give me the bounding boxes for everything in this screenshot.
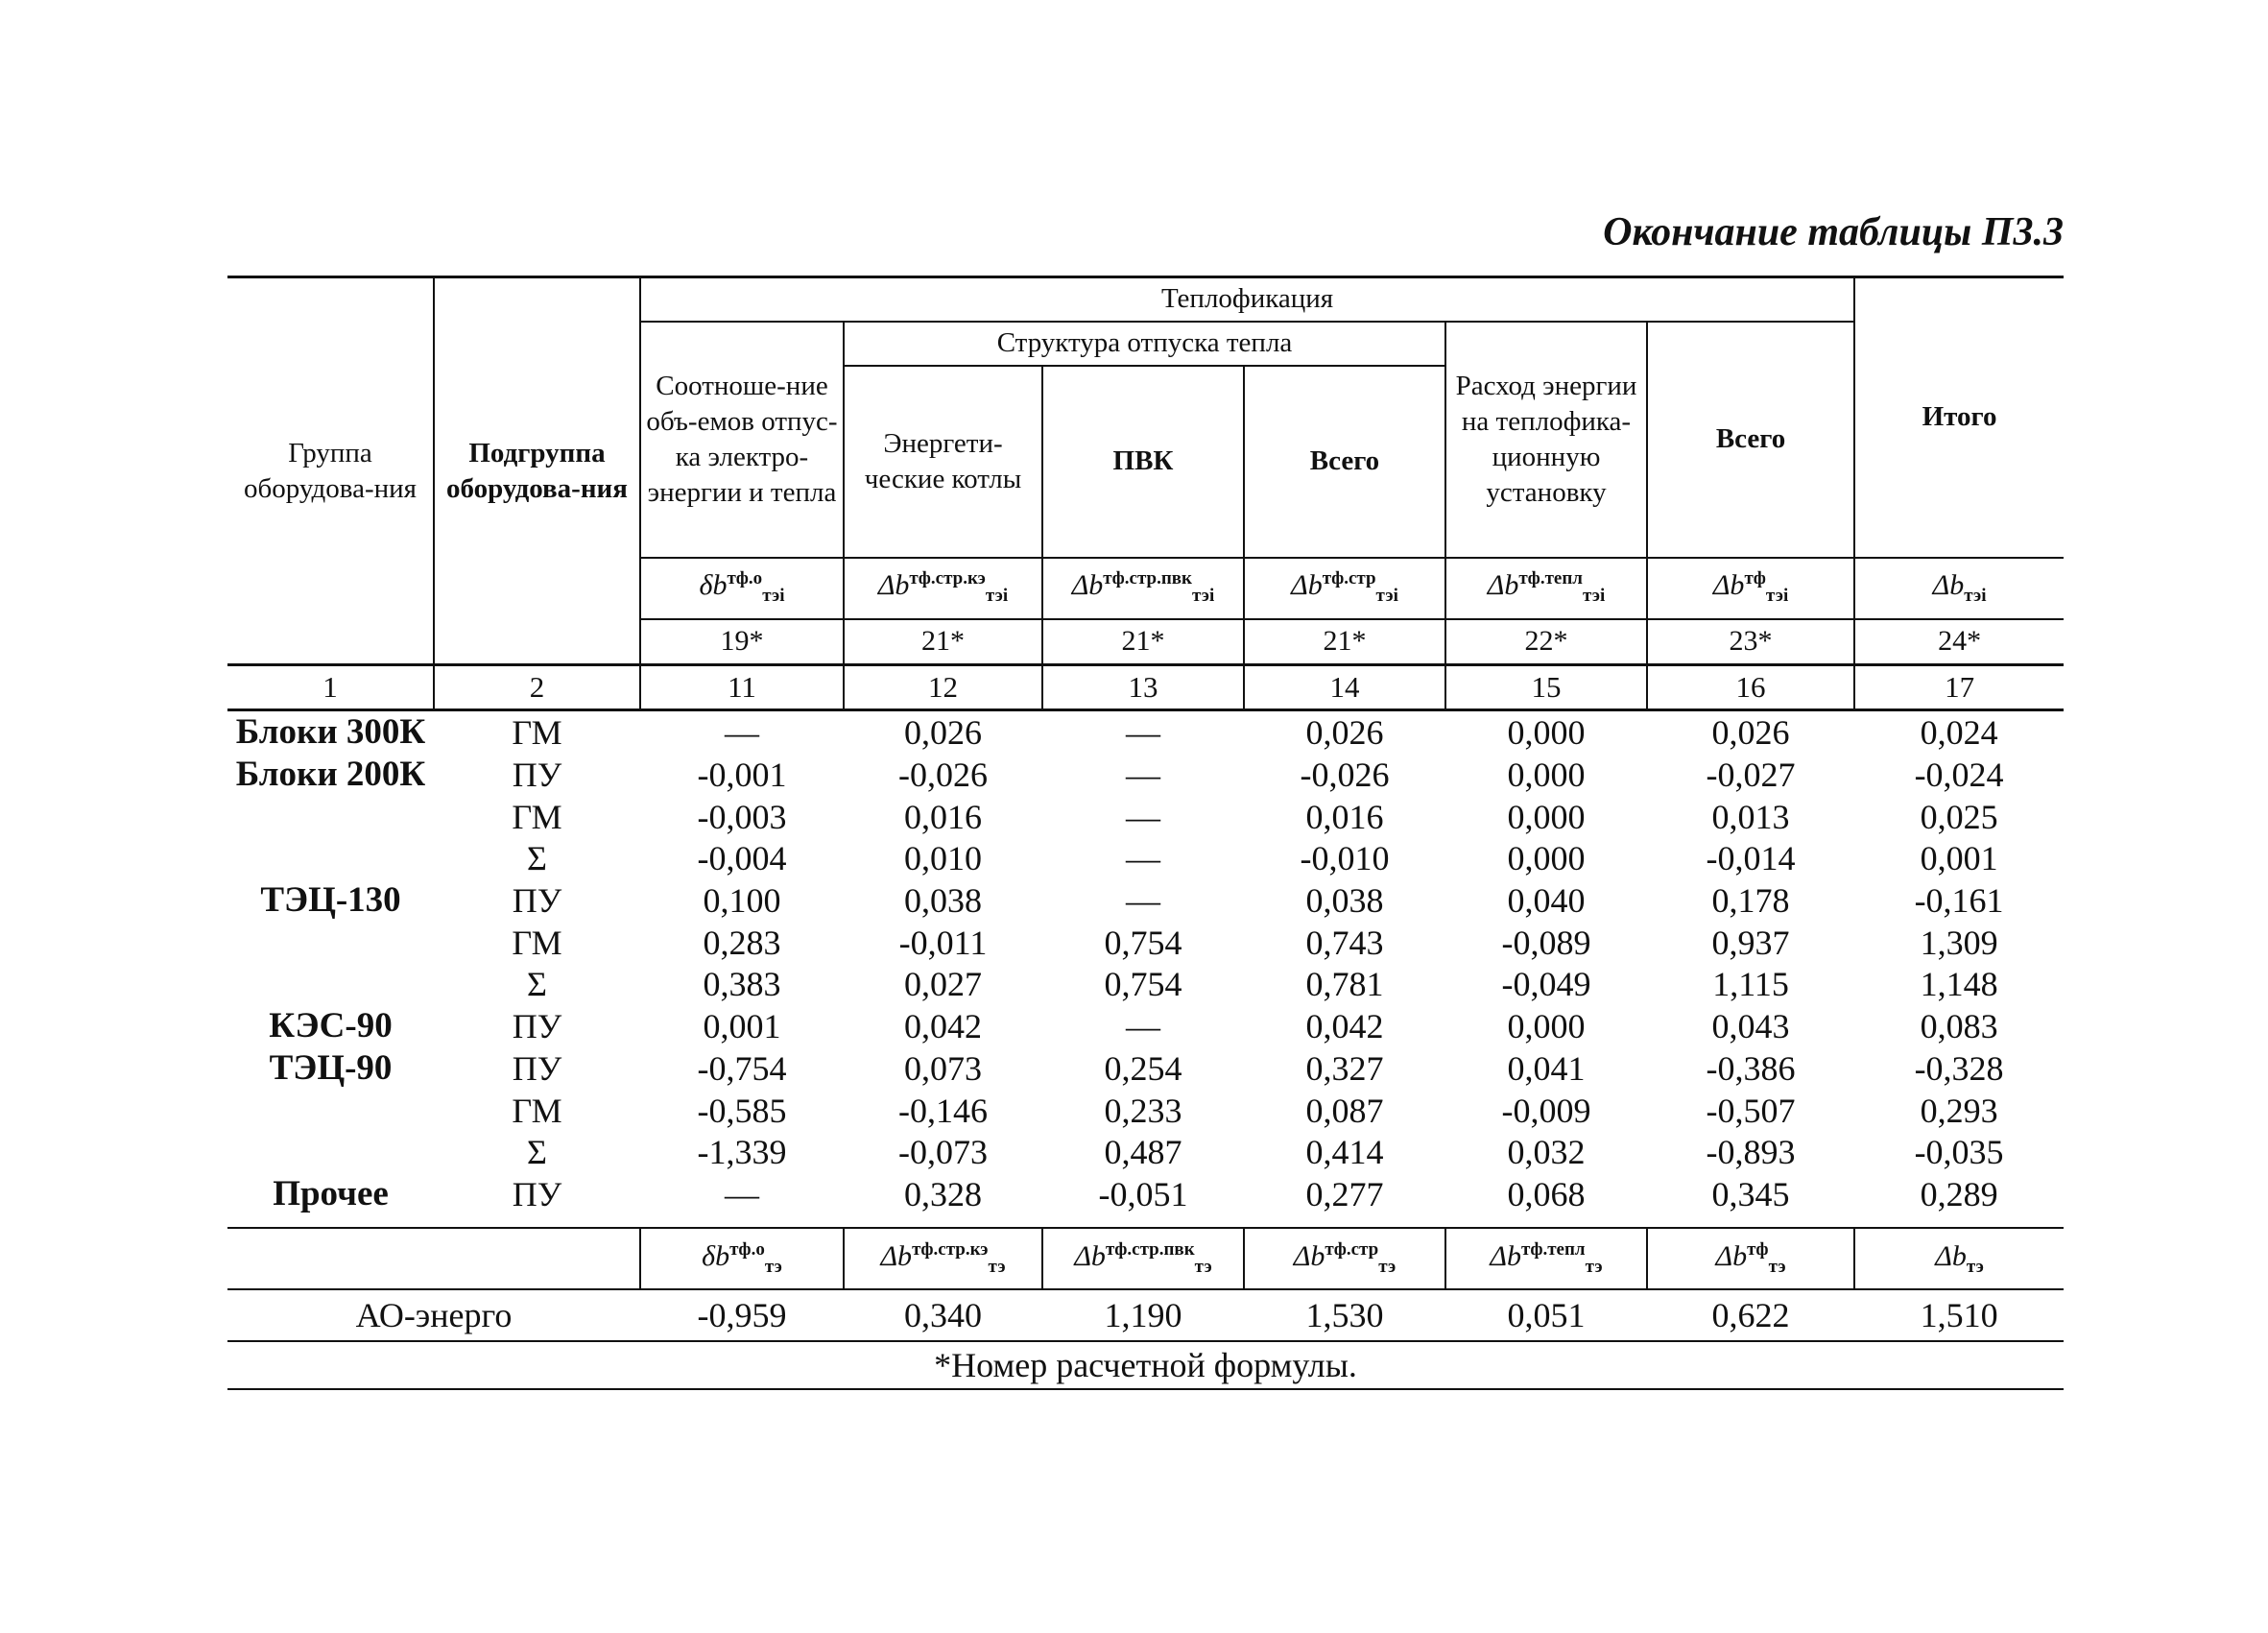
row-value: 0,000 bbox=[1507, 755, 1586, 794]
row-value: 0,016 bbox=[1305, 797, 1384, 836]
row-value: -0,026 bbox=[898, 755, 988, 794]
row-subgroup: ПУ bbox=[512, 1006, 562, 1045]
symbol-cell bbox=[1854, 1228, 2064, 1289]
symbol-base: Δb bbox=[880, 1240, 913, 1273]
row-value: 0,042 bbox=[1305, 1006, 1384, 1045]
symbol-superscript: тф.стр bbox=[1325, 1239, 1379, 1261]
row-value: 0,073 bbox=[904, 1048, 982, 1088]
row-value: — bbox=[1126, 712, 1160, 752]
table-row bbox=[227, 879, 2064, 922]
symbol-base: Δb bbox=[1291, 569, 1323, 602]
symbol-subscript: тэi bbox=[985, 586, 1009, 607]
table-row bbox=[227, 710, 2064, 755]
symbol-subscript: тэi bbox=[1192, 586, 1215, 607]
symbol-superscript: тф.стр.кэ bbox=[912, 1239, 989, 1261]
row-value: -0,014 bbox=[1706, 838, 1796, 877]
table-row bbox=[227, 1173, 2064, 1215]
table-row bbox=[227, 754, 2064, 796]
row-value: -0,386 bbox=[1706, 1048, 1796, 1088]
symbol-subscript: тэ bbox=[1585, 1257, 1603, 1278]
row-value: 0,328 bbox=[904, 1174, 982, 1213]
row-value: 0,038 bbox=[904, 880, 982, 920]
row-value: 0,016 bbox=[904, 797, 982, 836]
header-expense: Расход энергии на теплофика-ционную установку bbox=[1445, 322, 1647, 558]
symbol-cell bbox=[1647, 558, 1854, 619]
row-value: 0,040 bbox=[1507, 880, 1586, 920]
row-value: -0,001 bbox=[697, 755, 787, 794]
formula-ref: 19* bbox=[640, 619, 844, 665]
row-value: 0,026 bbox=[904, 712, 982, 752]
spacer-cell bbox=[227, 1215, 2064, 1228]
column-number: 15 bbox=[1445, 665, 1647, 710]
footnote-row bbox=[227, 1341, 2064, 1389]
header-subgroup: Подгруппа оборудова-ния bbox=[434, 277, 640, 665]
header-itogo: Итого bbox=[1854, 277, 2064, 558]
symbol-cell bbox=[1445, 1228, 1647, 1289]
symbol-subscript: тэi bbox=[1765, 586, 1789, 607]
row-group: Блоки 200К bbox=[235, 755, 426, 795]
header-group: Группа оборудова-ния bbox=[227, 277, 434, 665]
column-number: 14 bbox=[1244, 665, 1445, 710]
formula-ref: 23* bbox=[1647, 619, 1854, 665]
formula-ref: 21* bbox=[844, 619, 1042, 665]
column-numbers-row bbox=[227, 665, 2064, 710]
header-teplofikatsiya: Теплофикация bbox=[640, 277, 1854, 322]
row-value: 0,042 bbox=[904, 1006, 982, 1045]
header-structure: Структура отпуска тепла bbox=[844, 322, 1445, 366]
row-value: -0,754 bbox=[697, 1048, 787, 1088]
total-value: 1,510 bbox=[1854, 1289, 2064, 1341]
total-label: АО-энерго bbox=[227, 1289, 640, 1341]
symbol-subscript: тэi bbox=[1375, 586, 1398, 607]
header-vsego2: Всего bbox=[1647, 322, 1854, 558]
row-value: — bbox=[1126, 755, 1160, 794]
symbol-superscript: тф.о bbox=[727, 568, 763, 589]
row-value: -0,009 bbox=[1501, 1091, 1591, 1130]
symbol-subscript: тэ bbox=[988, 1257, 1006, 1278]
row-group bbox=[227, 838, 434, 879]
column-number: 13 bbox=[1042, 665, 1244, 710]
symbol-superscript: тф bbox=[1747, 1239, 1769, 1261]
row-value: 0,083 bbox=[1920, 1006, 1998, 1045]
symbol-cell bbox=[1445, 558, 1647, 619]
row-subgroup: ГМ bbox=[512, 1091, 562, 1130]
table-row bbox=[227, 1005, 2064, 1047]
row-group: КЭС-90 bbox=[269, 1005, 393, 1045]
symbol-superscript: тф bbox=[1744, 568, 1766, 589]
symbol-subscript: тэi bbox=[762, 586, 785, 607]
row-value: 0,026 bbox=[1711, 712, 1790, 752]
row-value: -0,026 bbox=[1300, 755, 1390, 794]
symbol-superscript: тф.о bbox=[729, 1239, 765, 1261]
row-value: 0,283 bbox=[703, 923, 781, 962]
symbol-cell bbox=[1647, 1228, 1854, 1289]
symbol-base: δb bbox=[699, 569, 728, 602]
row-value: 0,001 bbox=[1920, 838, 1998, 877]
row-value: 0,010 bbox=[904, 838, 982, 877]
row-value: -0,004 bbox=[697, 838, 787, 877]
row-value: 0,383 bbox=[703, 964, 781, 1003]
row-value: 0,068 bbox=[1507, 1174, 1586, 1213]
row-value: 0,277 bbox=[1305, 1174, 1384, 1213]
row-value: -0,027 bbox=[1706, 755, 1796, 794]
column-number: 12 bbox=[844, 665, 1042, 710]
row-value: 0,000 bbox=[1507, 1006, 1586, 1045]
row-value: 0,345 bbox=[1711, 1174, 1790, 1213]
footnote: *Номер расчетной формулы. bbox=[227, 1341, 2064, 1389]
header-vsego1: Всего bbox=[1244, 366, 1445, 558]
row-value: -0,585 bbox=[697, 1091, 787, 1130]
row-value: -0,024 bbox=[1914, 755, 2004, 794]
table-footer bbox=[227, 1215, 2064, 1389]
row-value: 0,000 bbox=[1507, 838, 1586, 877]
formula-ref: 21* bbox=[1042, 619, 1244, 665]
row-value: 0,254 bbox=[1104, 1048, 1182, 1088]
total-value: 0,051 bbox=[1445, 1289, 1647, 1341]
row-value: 0,327 bbox=[1305, 1048, 1384, 1088]
row-subgroup: ПУ bbox=[512, 1048, 562, 1088]
row-value: 0,001 bbox=[703, 1006, 781, 1045]
row-value: 0,233 bbox=[1104, 1091, 1182, 1130]
row-group: Блоки 300К bbox=[235, 712, 426, 752]
row-value: — bbox=[1126, 880, 1160, 920]
symbol-base: Δb bbox=[1712, 569, 1745, 602]
symbol-cell bbox=[640, 1228, 844, 1289]
row-value: -0,893 bbox=[1706, 1132, 1796, 1171]
row-group: ТЭЦ-130 bbox=[260, 880, 401, 921]
symbol-cell bbox=[1854, 558, 2064, 619]
row-value: — bbox=[1126, 838, 1160, 877]
row-subgroup: Σ bbox=[527, 964, 547, 1003]
row-subgroup: ПУ bbox=[512, 880, 562, 920]
row-value: 1,309 bbox=[1920, 923, 1998, 962]
column-number: 17 bbox=[1854, 665, 2064, 710]
row-group bbox=[227, 797, 434, 838]
row-value: 0,026 bbox=[1305, 712, 1384, 752]
symbol-cell bbox=[1042, 1228, 1244, 1289]
total-symbols-row bbox=[227, 1228, 2064, 1289]
row-subgroup: ГМ bbox=[512, 712, 562, 752]
table-header bbox=[227, 277, 2064, 710]
column-number: 11 bbox=[640, 665, 844, 710]
row-group bbox=[227, 1091, 434, 1132]
header-ratio: Соотноше-ние объ-емов отпус-ка электро-энергии и тепла bbox=[640, 322, 844, 558]
symbol-cell bbox=[1244, 558, 1445, 619]
row-value: -0,003 bbox=[697, 797, 787, 836]
row-value: -0,051 bbox=[1098, 1174, 1188, 1213]
row-value: -0,049 bbox=[1501, 964, 1591, 1003]
symbol-base: Δb bbox=[1932, 569, 1965, 602]
row-value: -0,146 bbox=[898, 1091, 988, 1130]
row-value: -0,161 bbox=[1914, 880, 2004, 920]
row-value: 0,754 bbox=[1104, 964, 1182, 1003]
row-value: 0,000 bbox=[1507, 797, 1586, 836]
row-subgroup: ПУ bbox=[512, 755, 562, 794]
row-value: -0,328 bbox=[1914, 1048, 2004, 1088]
symbol-superscript: тф.стр.кэ bbox=[909, 568, 986, 589]
data-table bbox=[227, 276, 2064, 1390]
symbol-base: Δb bbox=[1071, 569, 1104, 602]
row-value: — bbox=[725, 1174, 759, 1213]
row-value: 0,027 bbox=[904, 964, 982, 1003]
symbol-subscript: тэ bbox=[1194, 1257, 1212, 1278]
total-value: 1,530 bbox=[1244, 1289, 1445, 1341]
row-subgroup: ГМ bbox=[512, 797, 562, 836]
formula-ref: 24* bbox=[1854, 619, 2064, 665]
symbol-base: Δb bbox=[1715, 1240, 1748, 1273]
row-value: -0,035 bbox=[1914, 1132, 2004, 1171]
row-value: 0,032 bbox=[1507, 1132, 1586, 1171]
row-value: 0,024 bbox=[1920, 712, 1998, 752]
symbol-base: δb bbox=[702, 1240, 730, 1273]
symbol-subscript: тэ bbox=[764, 1257, 782, 1278]
formula-ref: 22* bbox=[1445, 619, 1647, 665]
column-number: 16 bbox=[1647, 665, 1854, 710]
symbol-base: Δb bbox=[1293, 1240, 1325, 1273]
row-group bbox=[227, 964, 434, 1005]
symbol-subscript: тэ bbox=[1768, 1257, 1786, 1278]
spacer-row bbox=[227, 1215, 2064, 1228]
table-row bbox=[227, 1091, 2064, 1132]
symbol-superscript: тф.тепл bbox=[1518, 568, 1583, 589]
row-value: 0,013 bbox=[1711, 797, 1790, 836]
header-pvk: ПВК bbox=[1042, 366, 1244, 558]
symbol-base: Δb bbox=[877, 569, 910, 602]
row-value: -1,339 bbox=[697, 1132, 787, 1171]
column-number: 1 bbox=[227, 665, 434, 710]
row-subgroup: Σ bbox=[527, 1132, 547, 1171]
total-value: 0,340 bbox=[844, 1289, 1042, 1341]
symbol-subscript: тэ bbox=[1378, 1257, 1397, 1278]
symbol-cell bbox=[1244, 1228, 1445, 1289]
symbol-cell bbox=[844, 1228, 1042, 1289]
symbol-base: Δb bbox=[1074, 1240, 1106, 1273]
row-value: 0,781 bbox=[1305, 964, 1384, 1003]
table-row bbox=[227, 1132, 2064, 1173]
row-value: 0,743 bbox=[1305, 923, 1384, 962]
row-value: 0,043 bbox=[1711, 1006, 1790, 1045]
table-row bbox=[227, 923, 2064, 964]
row-subgroup: ГМ bbox=[512, 923, 562, 962]
table-row bbox=[227, 797, 2064, 838]
table-caption: Окончание таблицы П3.3 bbox=[1603, 210, 2064, 254]
row-group bbox=[227, 923, 434, 964]
row-value: 0,087 bbox=[1305, 1091, 1384, 1130]
table-body bbox=[227, 710, 2064, 1216]
symbol-cell bbox=[844, 558, 1042, 619]
row-value: 0,937 bbox=[1711, 923, 1790, 962]
symbol-cell bbox=[640, 558, 844, 619]
row-value: 0,414 bbox=[1305, 1132, 1384, 1171]
header-energy-boilers: Энергети-ческие котлы bbox=[844, 366, 1042, 558]
symbol-subscript: тэi bbox=[1964, 586, 1987, 607]
row-subgroup: ПУ bbox=[512, 1174, 562, 1213]
symbol-superscript: тф.тепл bbox=[1520, 1239, 1586, 1261]
row-value: 0,000 bbox=[1507, 712, 1586, 752]
row-value: -0,010 bbox=[1300, 838, 1390, 877]
total-value: 0,622 bbox=[1647, 1289, 1854, 1341]
table-row bbox=[227, 838, 2064, 879]
row-value: 0,293 bbox=[1920, 1091, 1998, 1130]
symbol-superscript: тф.стр.пвк bbox=[1105, 1239, 1195, 1261]
row-value: 0,754 bbox=[1104, 923, 1182, 962]
row-group: ТЭЦ-90 bbox=[269, 1048, 393, 1089]
row-value: 0,289 bbox=[1920, 1174, 1998, 1213]
symbol-cell bbox=[1042, 558, 1244, 619]
row-value: -0,507 bbox=[1706, 1091, 1796, 1130]
total-symbols-blank bbox=[227, 1228, 640, 1289]
symbol-base: Δb bbox=[1490, 1240, 1521, 1273]
column-number: 2 bbox=[434, 665, 640, 710]
total-row bbox=[227, 1289, 2064, 1341]
row-value: 0,025 bbox=[1920, 797, 1998, 836]
symbol-base: Δb bbox=[1487, 569, 1519, 602]
row-value: -0,089 bbox=[1501, 923, 1591, 962]
symbol-base: Δb bbox=[1935, 1240, 1967, 1273]
row-value: — bbox=[1126, 1006, 1160, 1045]
row-value: 0,041 bbox=[1507, 1048, 1586, 1088]
row-value: 0,100 bbox=[703, 880, 781, 920]
row-value: — bbox=[725, 712, 759, 752]
row-value: 0,178 bbox=[1711, 880, 1790, 920]
symbol-superscript: тф.стр.пвк bbox=[1103, 568, 1192, 589]
symbol-superscript: тф.стр bbox=[1322, 568, 1376, 589]
table-row bbox=[227, 1047, 2064, 1090]
row-value: 1,148 bbox=[1920, 964, 1998, 1003]
table-row bbox=[227, 964, 2064, 1005]
row-value: 0,038 bbox=[1305, 880, 1384, 920]
total-value: -0,959 bbox=[640, 1289, 844, 1341]
row-group bbox=[227, 1132, 434, 1173]
row-value: 0,487 bbox=[1104, 1132, 1182, 1171]
row-value: -0,073 bbox=[898, 1132, 988, 1171]
row-value: -0,011 bbox=[898, 923, 988, 962]
symbol-subscript: тэi bbox=[1582, 586, 1606, 607]
symbol-subscript: тэ bbox=[1966, 1257, 1984, 1278]
row-subgroup: Σ bbox=[527, 838, 547, 877]
row-group: Прочее bbox=[273, 1174, 389, 1214]
row-value: — bbox=[1126, 797, 1160, 836]
formula-ref: 21* bbox=[1244, 619, 1445, 665]
row-value: 1,115 bbox=[1712, 964, 1789, 1003]
total-value: 1,190 bbox=[1042, 1289, 1244, 1341]
